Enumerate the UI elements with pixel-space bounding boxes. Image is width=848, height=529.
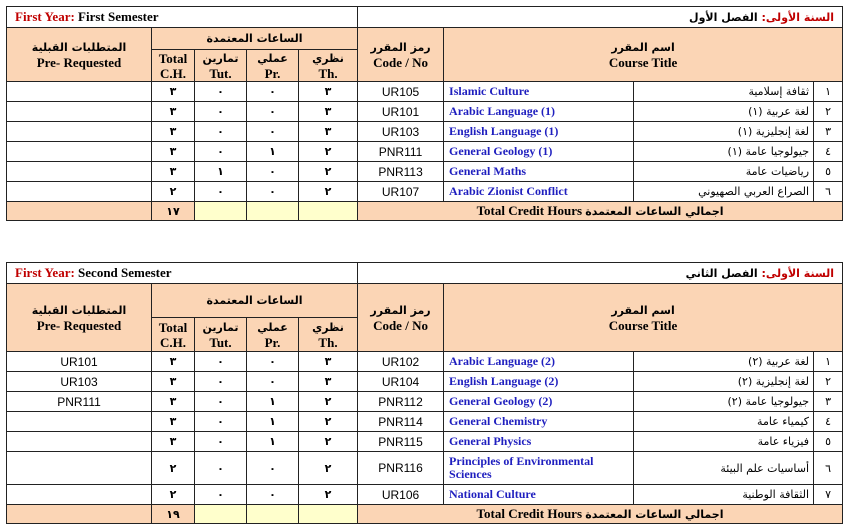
course-row [7,392,843,412]
course-row [7,102,843,122]
course-title-ar: فيزياء عامة [634,432,814,452]
tut-hours-cell: ٠ [195,82,247,102]
total-credit-value: ١٩ [152,505,195,524]
course-code-cell: PNR116 [358,452,444,485]
prereq-cell [7,485,152,505]
th-hours-cell: ٣ [299,122,358,142]
row-index: ٦ [814,452,843,485]
course-title-en: Arabic Language (2) [444,352,634,372]
course-row [7,352,843,372]
total-row [7,505,843,524]
total-hours-cell: ٣ [152,142,195,162]
pr-hours-cell: ٠ [247,102,299,122]
course-title-en: General Geology (2) [444,392,634,412]
th-hours-cell: ٢ [299,412,358,432]
row-index: ٦ [814,182,843,202]
prereq-cell [7,102,152,122]
course-title-ar: جيولوجيا عامة (١) [634,142,814,162]
row-index: ٢ [814,372,843,392]
course-code-cell: UR105 [358,82,444,102]
th-header: نظري Th. [299,318,358,352]
tut-hours-cell: ٠ [195,485,247,505]
pr-header: عملي Pr. [247,318,299,352]
course-title-ar: ثقافة إسلامية [634,82,814,102]
semester-title-ar: السنة الأولى: الفصل الأول [358,7,843,28]
course-title-ar: لغة إنجليزية (٢) [634,372,814,392]
course-title-en: Principles of Environmental Sciences [444,452,634,485]
row-index: ١ [814,352,843,372]
th-hours-cell: ٣ [299,102,358,122]
row-index: ٣ [814,122,843,142]
semester-1-table [6,6,842,221]
th-hours-cell: ٢ [299,182,358,202]
course-code-cell: PNR112 [358,392,444,412]
prereq-cell [7,122,152,142]
pr-hours-cell: ١ [247,142,299,162]
course-title-ar: لغة إنجليزية (١) [634,122,814,142]
course-code-cell: PNR111 [358,142,444,162]
prereq-cell: UR103 [7,372,152,392]
row-index: ٤ [814,142,843,162]
row-index: ١ [814,82,843,102]
tut-hours-cell: ٠ [195,122,247,142]
th-hours-cell: ٢ [299,432,358,452]
course-row [7,82,843,102]
tut-hours-cell: ١ [195,162,247,182]
prereq-cell [7,412,152,432]
course-title-ar: لغة عربية (١) [634,102,814,122]
course-title-en: National Culture [444,485,634,505]
course-title-en: General Maths [444,162,634,182]
tut-hours-cell: ٠ [195,412,247,432]
row-index: ٢ [814,102,843,122]
code-header: رمز المقرر Code / No [358,284,444,352]
total-ch-header: Total C.H. [152,318,195,352]
prereq-cell [7,432,152,452]
prereq-header: المتطلبات القبلية Pre- Requested [7,284,152,352]
tut-hours-cell: ٠ [195,452,247,485]
course-title-header: اسم المقرر Course Title [444,284,843,352]
pr-hours-cell: ٠ [247,122,299,142]
tut-hours-cell: ٠ [195,432,247,452]
th-hours-cell: ٣ [299,372,358,392]
pr-header: عملي Pr. [247,50,299,82]
tut-hours-cell: ٠ [195,392,247,412]
prereq-cell [7,142,152,162]
course-title-en: General Geology (1) [444,142,634,162]
pr-hours-cell: ٠ [247,82,299,102]
row-index: ٣ [814,392,843,412]
total-hours-cell: ٢ [152,182,195,202]
course-row [7,452,843,485]
total-hours-cell: ٣ [152,372,195,392]
pr-hours-cell: ١ [247,432,299,452]
pr-hours-cell: ٠ [247,162,299,182]
total-hours-cell: ٣ [152,122,195,142]
th-hours-cell: ٢ [299,162,358,182]
semester-title-en: First Year: First Semester [7,7,358,28]
semester-title-en: First Year: Second Semester [7,263,358,284]
prereq-cell: UR101 [7,352,152,372]
total-hours-cell: ٣ [152,392,195,412]
pr-hours-cell: ٠ [247,352,299,372]
row-index: ٥ [814,162,843,182]
pr-hours-cell: ٠ [247,182,299,202]
total-credit-label: Total Credit Hours اجمالي الساعات المعتمدة [358,202,843,221]
row-index: ٧ [814,485,843,505]
course-title-ar: كيمياء عامة [634,412,814,432]
total-hours-cell: ٣ [152,82,195,102]
th-hours-cell: ٢ [299,392,358,412]
row-index: ٤ [814,412,843,432]
total-hours-cell: ٣ [152,432,195,452]
course-code-cell: UR102 [358,352,444,372]
total-hours-cell: ٣ [152,412,195,432]
th-hours-cell: ٢ [299,452,358,485]
course-code-cell: PNR115 [358,432,444,452]
course-row [7,432,843,452]
course-row [7,182,843,202]
th-hours-cell: ٣ [299,82,358,102]
course-title-en: General Physics [444,432,634,452]
tut-hours-cell: ٠ [195,182,247,202]
prereq-header: المتطلبات القبلية Pre- Requested [7,28,152,82]
prereq-cell [7,82,152,102]
course-code-cell: UR104 [358,372,444,392]
prereq-cell: PNR111 [7,392,152,412]
tut-hours-cell: ٠ [195,102,247,122]
pr-hours-cell: ٠ [247,452,299,485]
semester-2-table [6,262,842,524]
course-title-ar: لغة عربية (٢) [634,352,814,372]
pr-hours-cell: ١ [247,412,299,432]
prereq-cell [7,452,152,485]
course-title-en: Islamic Culture [444,82,634,102]
total-row [7,202,843,221]
course-code-cell: PNR113 [358,162,444,182]
course-title-ar: الثقافة الوطنية [634,485,814,505]
course-code-cell: PNR114 [358,412,444,432]
course-title-en: General Chemistry [444,412,634,432]
semester-title-row [7,263,843,284]
tut-hours-cell: ٠ [195,372,247,392]
total-hours-cell: ٢ [152,485,195,505]
course-row [7,142,843,162]
pr-hours-cell: ١ [247,392,299,412]
course-row [7,162,843,182]
semester-title-ar: السنة الأولى: الفصل الثاني [358,263,843,284]
total-credit-value: ١٧ [152,202,195,221]
code-header: رمز المقرر Code / No [358,28,444,82]
course-title-en: English Language (2) [444,372,634,392]
course-title-en: Arabic Zionist Conflict [444,182,634,202]
course-title-en: English Language (1) [444,122,634,142]
th-hours-cell: ٢ [299,485,358,505]
course-title-ar: جيولوجيا عامة (٢) [634,392,814,412]
credit-hours-header: الساعات المعتمدة [152,284,358,318]
total-hours-cell: ٣ [152,352,195,372]
credit-hours-header: الساعات المعتمدة [152,28,358,50]
course-title-header: اسم المقرر Course Title [444,28,843,82]
tut-hours-cell: ٠ [195,142,247,162]
prereq-cell [7,182,152,202]
course-code-cell: UR103 [358,122,444,142]
course-title-ar: الصراع العربي الصهيوني [634,182,814,202]
total-hours-cell: ٢ [152,452,195,485]
total-hours-cell: ٣ [152,102,195,122]
course-title-ar: أساسيات علم البيئة [634,452,814,485]
course-code-cell: UR106 [358,485,444,505]
course-row [7,372,843,392]
total-credit-label: Total Credit Hours اجمالي الساعات المعتمدة [358,505,843,524]
pr-hours-cell: ٠ [247,372,299,392]
prereq-cell [7,162,152,182]
course-row [7,122,843,142]
course-row [7,485,843,505]
th-hours-cell: ٢ [299,142,358,162]
total-hours-cell: ٣ [152,162,195,182]
course-code-cell: UR107 [358,182,444,202]
row-index: ٥ [814,432,843,452]
course-title-en: Arabic Language (1) [444,102,634,122]
course-code-cell: UR101 [358,102,444,122]
th-hours-cell: ٣ [299,352,358,372]
course-row [7,412,843,432]
pr-hours-cell: ٠ [247,485,299,505]
total-ch-header: Total C.H. [152,50,195,82]
tut-hours-cell: ٠ [195,352,247,372]
tut-header: تمارين Tut. [195,50,247,82]
tut-header: تمارين Tut. [195,318,247,352]
semester-title-row [7,7,843,28]
course-title-ar: رياضيات عامة [634,162,814,182]
th-header: نظري Th. [299,50,358,82]
